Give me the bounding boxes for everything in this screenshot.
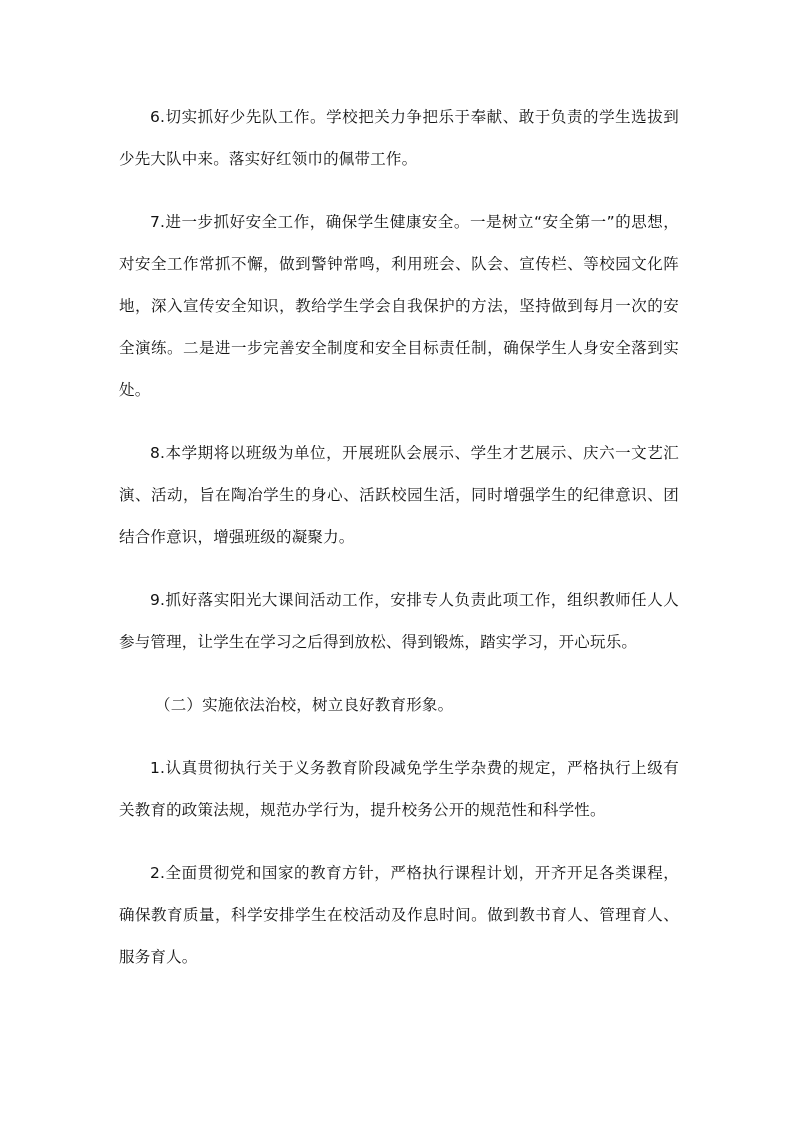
section-heading-2: （二）实施依法治校，树立良好教育形象。 xyxy=(155,696,454,714)
paragraph-item-9: 9.抓好落实阳光大课间活动工作，安排专人负责此项工作，组织教师任人人参与管理，让学生在学习之后得到放松、得到锻炼，踏实学习，开心玩乐。 xyxy=(119,591,679,651)
document-body xyxy=(119,96,679,978)
paragraph-item-2: 2.全面贯彻党和国家的教育方针，严格执行课程计划，开齐开足各类课程，确保教育质量，科学安排学生在校活动及作息时间。做到教书育人、管理育人、服务育人。 xyxy=(119,864,679,966)
paragraph-item-1: 1.认真贯彻执行关于义务教育阶段减免学生学杂费的规定，严格执行上级有关教育的政策法规，规范办学行为，提升校务公开的规范性和科学性。 xyxy=(119,759,679,819)
paragraph-item-6: 6.切实抓好少先队工作。学校把关力争把乐于奉献、敢于负责的学生选拔到少先大队中来。落实好红领巾的佩带工作。 xyxy=(119,108,679,168)
paragraph-item-7: 7.进一步抓好安全工作，确保学生健康安全。一是树立“安全第一”的思想，对安全工作常抓不懈，做到警钟常鸣，利用班会、队会、宣传栏、等校园文化阵地，深入宣传安全知识，教给学生学会自我保护的方法，坚持做到每月一次的安全演练。二是进一步完善安全制度和安全目标责任制，确保学生人身安全落到实处。 xyxy=(119,213,679,399)
paragraph-item-8: 8.本学期将以班级为单位，开展班队会展示、学生才艺展示、庆六一文艺汇演、活动，旨在陶冶学生的身心、活跃校园生活，同时增强学生的纪律意识、团结合作意识，增强班级的凝聚力。 xyxy=(119,444,679,546)
